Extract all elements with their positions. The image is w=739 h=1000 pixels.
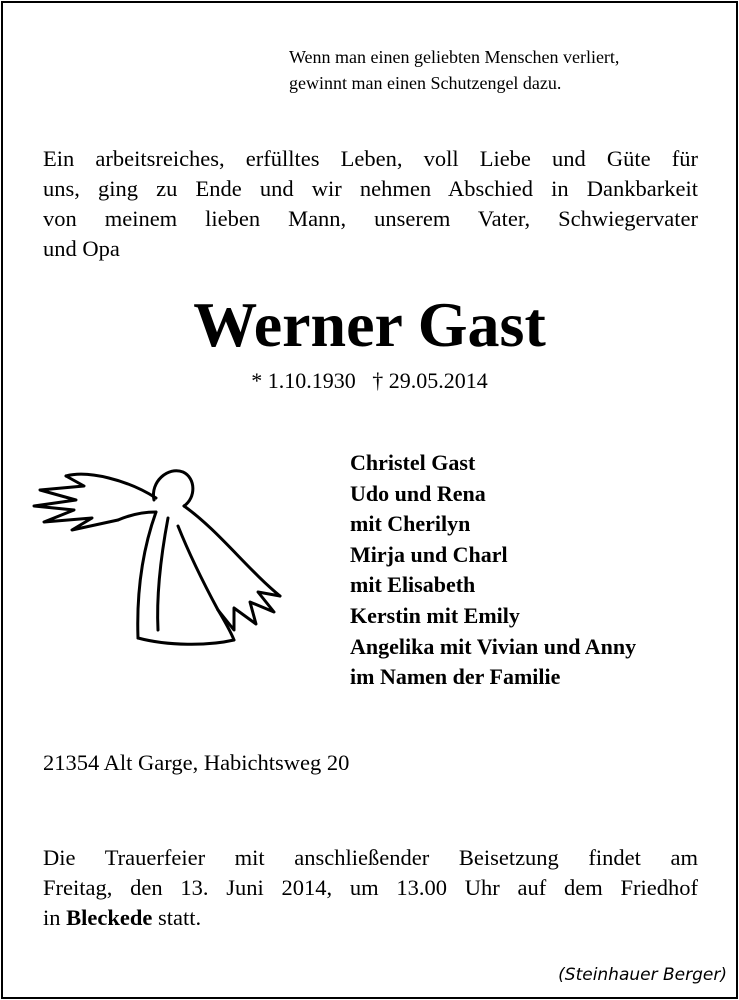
funeral-line-3-prefix: in xyxy=(43,905,67,930)
stonemason-signature: (Steinhauer Berger) xyxy=(558,965,727,985)
intro-line-4: und Opa xyxy=(43,236,120,261)
funeral-line-2: Freitag, den 13. Juni 2014, um 13.00 Uhr auf dem Friedhof xyxy=(43,875,698,900)
family-member: mit Cherilyn xyxy=(350,511,471,537)
family-member: mit Elisabeth xyxy=(350,572,476,598)
intro-line-2: uns, ging zu Ende und wir nehmen Abschied in Dankbarkeit xyxy=(43,176,698,201)
funeral-place: Bleckede xyxy=(66,905,153,930)
motto-quote xyxy=(289,44,619,96)
intro-line-1: Ein arbeitsreiches, erfülltes Leben, voll Liebe und Güte für xyxy=(43,146,698,171)
angel-icon xyxy=(28,460,308,660)
birth-date: * 1.10.1930 xyxy=(251,368,356,393)
address: 21354 Alt Garge, Habichtsweg 20 xyxy=(43,750,350,775)
family-member: Christel Gast xyxy=(350,450,476,475)
funeral-line-3-suffix: statt. xyxy=(152,905,202,930)
funeral-line-3 xyxy=(43,903,698,933)
family-signoff: im Namen der Familie xyxy=(350,664,561,690)
deceased-name: Werner Gast xyxy=(193,289,546,360)
family-member: Mirja und Charl xyxy=(350,541,508,567)
funeral-line-1: Die Trauerfeier mit anschließender Beisetzung findet am xyxy=(43,845,698,870)
funeral-notice xyxy=(43,843,698,933)
life-dates xyxy=(0,367,739,395)
family-list xyxy=(350,448,636,693)
family-member: Udo und Rena xyxy=(350,480,486,506)
death-date: † 29.05.2014 xyxy=(372,368,488,393)
family-member: Angelika mit Vivian und Anny xyxy=(350,633,637,659)
intro-line-3: von meinem lieben Mann, unserem Vater, Schwiegervater xyxy=(43,206,698,231)
family-member: Kerstin mit Emily xyxy=(350,602,520,628)
intro-text xyxy=(43,144,698,264)
motto-line-2: gewinnt man einen Schutzengel dazu. xyxy=(289,73,562,93)
motto-line-1: Wenn man einen geliebten Menschen verliert, xyxy=(289,47,620,67)
